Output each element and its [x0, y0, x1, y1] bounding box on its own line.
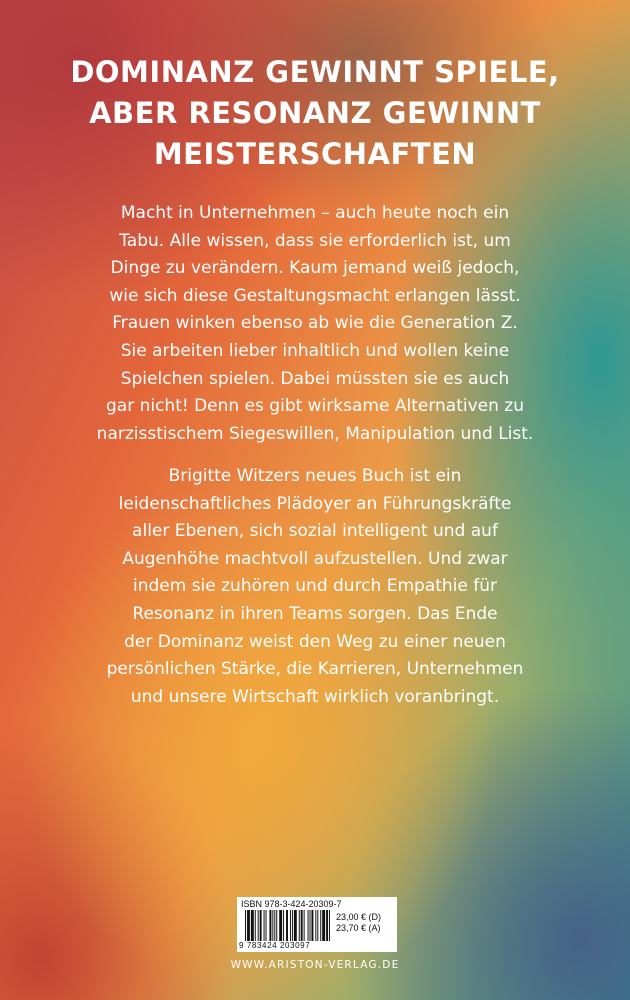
headline	[0, 52, 630, 175]
text-line: Brigitte Witzers neues Buch ist ein	[168, 466, 462, 486]
text-line: Dinge zu verändern. Kaum jemand weiß jedoch,	[110, 258, 520, 279]
text-line: narzisstischem Siegeswillen, Manipulation und List.	[96, 423, 534, 444]
text-line: aller Ebenen, sich sozial intelligent und auf	[132, 521, 498, 542]
text-line: Tabu. Alle wissen, dass sie erforderlich ist, um	[119, 230, 511, 251]
blurb-paragraph-1	[0, 200, 630, 448]
text-line: Sie arbeiten lieber inhaltlich und wollen keine	[120, 340, 510, 361]
isbn-number: ISBN 978-3-424-20309-7	[241, 899, 342, 909]
headline-line: ABER RESONANZ GEWINNT	[89, 96, 541, 130]
price-germany: 23,00 € (D)	[336, 912, 382, 922]
text-line: gar nicht! Denn es gibt wirksame Alternativen zu	[105, 396, 524, 417]
headline-line: DOMINANZ GEWINNT SPIELE,	[70, 55, 560, 89]
isbn-barcode-box	[237, 897, 397, 952]
text-line: Spielchen spielen. Dabei müssten sie es auch	[120, 368, 510, 389]
text-line: indem sie zuhören und durch Empathie für	[132, 576, 497, 597]
barcode-digits: 9 783424 203097	[239, 941, 311, 950]
headline-line: MEISTERSCHAFTEN	[153, 137, 477, 171]
text-line: Macht in Unternehmen – auch heute noch ein	[120, 203, 510, 223]
text-line: der Dominanz weist den Weg zu einer neuen	[124, 631, 506, 652]
text-line: leidenschaftliches Plädoyer an Führungskräfte	[118, 493, 512, 514]
text-line: und unsere Wirtschaft wirklich voranbringt.	[130, 686, 500, 707]
text-line: Frauen winken ebenso ab wie die Generation Z.	[112, 313, 518, 334]
text-line: wie sich diese Gestaltungsmacht erlangen lässt.	[109, 285, 521, 306]
publisher-website: WWW.ARISTON-VERLAG.DE	[230, 959, 400, 971]
blurb-paragraph-2	[0, 463, 630, 711]
barcode-icon	[245, 910, 331, 941]
text-line: persönlichen Stärke, die Karrieren, Unternehmen	[106, 659, 524, 680]
price-austria: 23,70 € (A)	[336, 923, 381, 933]
text-line: Augenhöhe machtvoll aufzustellen. Und zwar	[122, 548, 508, 569]
text-line: Resonanz in ihren Teams sorgen. Das Ende	[132, 603, 498, 624]
